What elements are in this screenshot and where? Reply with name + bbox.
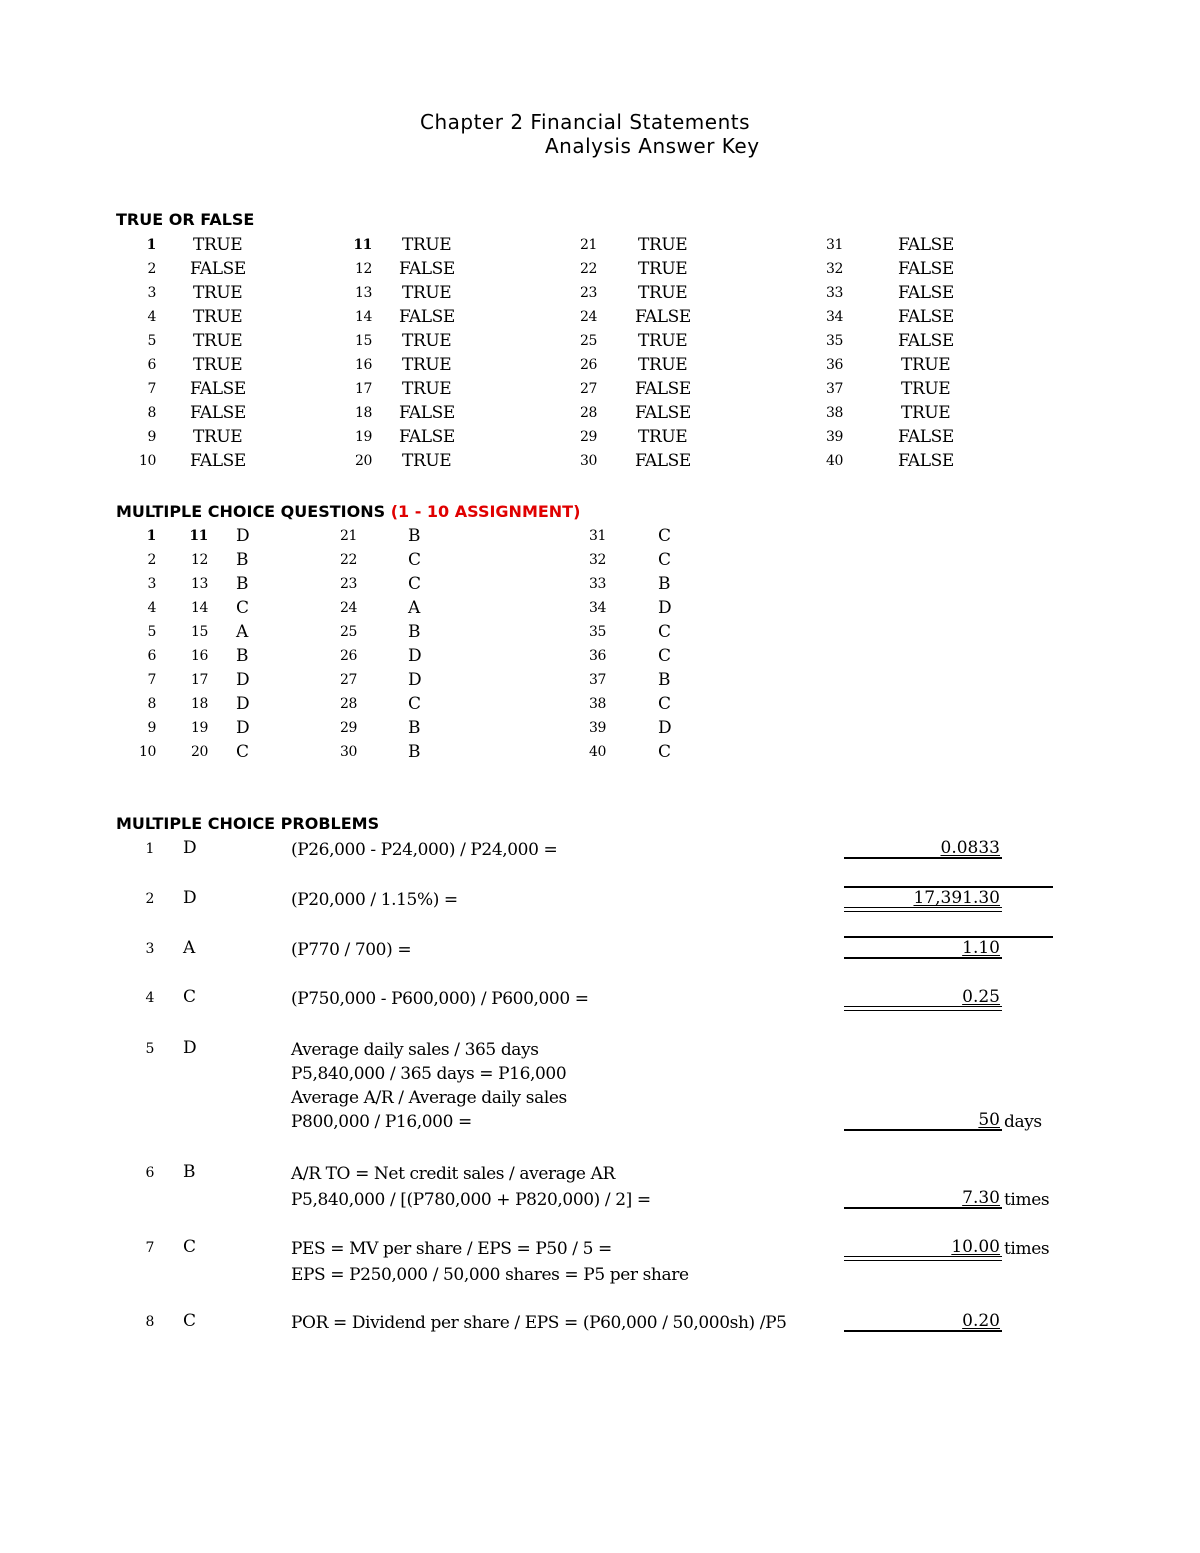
question-number: 7 xyxy=(147,381,156,397)
answer-value: TRUE xyxy=(193,427,243,447)
question-number: 19 xyxy=(190,720,208,736)
question-number: 37 xyxy=(588,672,606,688)
assignment-number: 7 xyxy=(147,672,156,688)
answer-value: TRUE xyxy=(638,259,688,279)
answer-value: FALSE xyxy=(190,403,246,423)
assignment-number: 2 xyxy=(147,552,156,568)
problem-number: 8 xyxy=(145,1314,154,1330)
solution-line: P800,000 / P16,000 = xyxy=(291,1112,472,1132)
answer-value: C xyxy=(658,742,671,762)
answer-value: B xyxy=(408,622,421,642)
question-number: 33 xyxy=(588,576,606,592)
answer-value: D xyxy=(236,526,250,546)
question-number: 10 xyxy=(138,453,156,469)
answer-value: FALSE xyxy=(399,403,455,423)
question-number: 9 xyxy=(147,429,156,445)
question-number: 20 xyxy=(190,744,208,760)
question-number: 6 xyxy=(147,357,156,373)
question-number: 15 xyxy=(190,624,208,640)
question-number: 22 xyxy=(339,552,357,568)
solution-line: P5,840,000 / [(P780,000 + P820,000) / 2] = xyxy=(291,1190,651,1210)
solution-line: POR = Dividend per share / EPS = (P60,000 / 50,000sh) /P5 xyxy=(291,1313,787,1333)
question-number: 17 xyxy=(190,672,208,688)
solution-line: P5,840,000 / 365 days = P16,000 xyxy=(291,1064,567,1084)
answer-unit: days xyxy=(1004,1112,1042,1132)
answer-value: FALSE xyxy=(635,451,691,471)
answer-value: 7.30 xyxy=(962,1188,1000,1208)
answer-value: FALSE xyxy=(399,259,455,279)
answer-value: FALSE xyxy=(399,427,455,447)
question-number: 21 xyxy=(339,528,357,544)
answer-value: D xyxy=(408,646,422,666)
problem-choice: A xyxy=(183,938,195,958)
question-number: 24 xyxy=(579,309,597,325)
question-number: 5 xyxy=(147,333,156,349)
problem-choice: D xyxy=(183,1038,197,1058)
answer-value: FALSE xyxy=(399,307,455,327)
assignment-number: 6 xyxy=(147,648,156,664)
answer-value: TRUE xyxy=(193,331,243,351)
answer-value: 0.0833 xyxy=(940,838,1000,858)
question-number: 28 xyxy=(579,405,597,421)
question-number: 34 xyxy=(588,600,606,616)
rule-divider xyxy=(844,886,1053,888)
answer-value: 0.25 xyxy=(962,987,1000,1007)
answer-value: TRUE xyxy=(193,307,243,327)
answer-value: TRUE xyxy=(402,379,452,399)
question-number: 13 xyxy=(354,285,372,301)
answer-value: C xyxy=(408,574,421,594)
assignment-number: 10 xyxy=(138,744,156,760)
answer-value: TRUE xyxy=(638,331,688,351)
answer-value: B xyxy=(658,670,671,690)
question-number: 36 xyxy=(825,357,843,373)
answer-value: C xyxy=(408,550,421,570)
question-number: 3 xyxy=(147,285,156,301)
answer-value: 0.20 xyxy=(962,1311,1000,1331)
question-number: 29 xyxy=(579,429,597,445)
question-number: 17 xyxy=(354,381,372,397)
question-number: 27 xyxy=(339,672,357,688)
answer-value: TRUE xyxy=(901,379,951,399)
question-number: 40 xyxy=(588,744,606,760)
question-number: 31 xyxy=(588,528,606,544)
question-number: 2 xyxy=(147,261,156,277)
question-number: 32 xyxy=(825,261,843,277)
solution-line: (P26,000 - P24,000) / P24,000 = xyxy=(291,840,558,860)
question-number: 38 xyxy=(588,696,606,712)
problem-number: 4 xyxy=(145,990,154,1006)
problem-number: 5 xyxy=(145,1041,154,1057)
question-number: 13 xyxy=(190,576,208,592)
question-number: 23 xyxy=(579,285,597,301)
true-false-heading: TRUE OR FALSE xyxy=(116,210,255,229)
question-number: 22 xyxy=(579,261,597,277)
problems-heading: MULTIPLE CHOICE PROBLEMS xyxy=(116,814,380,833)
assignment-number: 5 xyxy=(147,624,156,640)
answer-value: C xyxy=(658,550,671,570)
problem-choice: D xyxy=(183,838,197,858)
problem-choice: C xyxy=(183,1311,196,1331)
assignment-number: 1 xyxy=(146,528,156,544)
answer-value: FALSE xyxy=(898,451,954,471)
answer-value: FALSE xyxy=(898,331,954,351)
question-number: 12 xyxy=(190,552,208,568)
solution-line: (P20,000 / 1.15%) = xyxy=(291,890,458,910)
answer-value: D xyxy=(236,718,250,738)
problem-number: 1 xyxy=(145,841,154,857)
question-number: 27 xyxy=(579,381,597,397)
answer-value: B xyxy=(236,574,249,594)
answer-value: TRUE xyxy=(193,235,243,255)
answer-value: D xyxy=(236,694,250,714)
assignment-number: 8 xyxy=(147,696,156,712)
answer-value: FALSE xyxy=(190,259,246,279)
answer-value: B xyxy=(236,646,249,666)
question-number: 1 xyxy=(146,237,156,253)
question-number: 26 xyxy=(579,357,597,373)
answer-value: TRUE xyxy=(402,235,452,255)
answer-value: 10.00 xyxy=(951,1237,1000,1257)
answer-value: FALSE xyxy=(635,379,691,399)
answer-value: FALSE xyxy=(190,451,246,471)
answer-value: C xyxy=(408,694,421,714)
answer-value: FALSE xyxy=(898,283,954,303)
answer-value: TRUE xyxy=(901,403,951,423)
answer-value: TRUE xyxy=(638,427,688,447)
question-number: 18 xyxy=(190,696,208,712)
question-number: 24 xyxy=(339,600,357,616)
solution-line: Average daily sales / 365 days xyxy=(291,1040,539,1060)
answer-value: FALSE xyxy=(635,403,691,423)
question-number: 11 xyxy=(189,528,208,544)
question-number: 16 xyxy=(190,648,208,664)
answer-value: D xyxy=(408,670,422,690)
answer-value: TRUE xyxy=(402,331,452,351)
answer-value: D xyxy=(658,598,672,618)
problem-choice: C xyxy=(183,1237,196,1257)
question-number: 18 xyxy=(354,405,372,421)
answer-value: C xyxy=(658,694,671,714)
problem-choice: D xyxy=(183,888,197,908)
question-number: 26 xyxy=(339,648,357,664)
question-number: 11 xyxy=(353,237,372,253)
page-title-line-2: Analysis Answer Key xyxy=(545,134,760,158)
answer-value: TRUE xyxy=(638,355,688,375)
question-number: 36 xyxy=(588,648,606,664)
question-number: 25 xyxy=(339,624,357,640)
question-number: 30 xyxy=(339,744,357,760)
assignment-number: 3 xyxy=(147,576,156,592)
answer-unit: times xyxy=(1004,1239,1050,1259)
question-number: 16 xyxy=(354,357,372,373)
question-number: 39 xyxy=(588,720,606,736)
solution-line: (P750,000 - P600,000) / P600,000 = xyxy=(291,989,589,1009)
answer-value: C xyxy=(236,598,249,618)
problem-number: 2 xyxy=(145,891,154,907)
question-number: 38 xyxy=(825,405,843,421)
answer-value: 1.10 xyxy=(962,938,1000,958)
solution-line: PES = MV per share / EPS = P50 / 5 = xyxy=(291,1239,612,1259)
problem-choice: C xyxy=(183,987,196,1007)
answer-value: TRUE xyxy=(193,355,243,375)
answer-value: FALSE xyxy=(635,307,691,327)
answer-value: B xyxy=(408,742,421,762)
answer-value: FALSE xyxy=(190,379,246,399)
page-title-line-1: Chapter 2 Financial Statements xyxy=(420,110,750,134)
solution-line: Average A/R / Average daily sales xyxy=(291,1088,567,1108)
problem-choice: B xyxy=(183,1162,196,1182)
answer-value: TRUE xyxy=(638,235,688,255)
answer-value: FALSE xyxy=(898,427,954,447)
problem-number: 7 xyxy=(145,1240,154,1256)
question-number: 32 xyxy=(588,552,606,568)
assignment-number: 4 xyxy=(147,600,156,616)
answer-value: TRUE xyxy=(193,283,243,303)
answer-value: FALSE xyxy=(898,259,954,279)
answer-value: C xyxy=(658,622,671,642)
answer-value: B xyxy=(236,550,249,570)
question-number: 4 xyxy=(147,309,156,325)
rule-divider xyxy=(844,936,1053,938)
question-number: 21 xyxy=(579,237,597,253)
question-number: 34 xyxy=(825,309,843,325)
answer-value: FALSE xyxy=(898,235,954,255)
question-number: 30 xyxy=(579,453,597,469)
question-number: 20 xyxy=(354,453,372,469)
answer-value: FALSE xyxy=(898,307,954,327)
question-number: 37 xyxy=(825,381,843,397)
question-number: 23 xyxy=(339,576,357,592)
assignment-number: 9 xyxy=(147,720,156,736)
answer-value: 17,391.30 xyxy=(913,888,1000,908)
answer-value: 50 xyxy=(978,1110,1000,1130)
answer-value: C xyxy=(236,742,249,762)
question-number: 25 xyxy=(579,333,597,349)
problem-number: 3 xyxy=(145,941,154,957)
problem-number: 6 xyxy=(145,1165,154,1181)
answer-value: B xyxy=(658,574,671,594)
answer-value: B xyxy=(408,718,421,738)
answer-value: TRUE xyxy=(402,355,452,375)
solution-line: A/R TO = Net credit sales / average AR xyxy=(291,1164,615,1184)
answer-value: D xyxy=(236,670,250,690)
answer-value: C xyxy=(658,526,671,546)
mcq-heading xyxy=(116,502,580,521)
question-number: 39 xyxy=(825,429,843,445)
question-number: 12 xyxy=(354,261,372,277)
mcq-heading-text: MULTIPLE CHOICE QUESTIONS xyxy=(116,502,386,521)
answer-value: A xyxy=(408,598,420,618)
question-number: 15 xyxy=(354,333,372,349)
solution-line: (P770 / 700) = xyxy=(291,940,412,960)
answer-value: C xyxy=(658,646,671,666)
answer-value: A xyxy=(236,622,248,642)
question-number: 19 xyxy=(354,429,372,445)
question-number: 40 xyxy=(825,453,843,469)
question-number: 14 xyxy=(354,309,372,325)
mcq-heading-note: (1 - 10 ASSIGNMENT) xyxy=(390,502,581,521)
answer-value: TRUE xyxy=(638,283,688,303)
question-number: 33 xyxy=(825,285,843,301)
question-number: 35 xyxy=(588,624,606,640)
question-number: 31 xyxy=(825,237,843,253)
question-number: 35 xyxy=(825,333,843,349)
answer-value: TRUE xyxy=(901,355,951,375)
question-number: 29 xyxy=(339,720,357,736)
answer-value: TRUE xyxy=(402,283,452,303)
answer-value: D xyxy=(658,718,672,738)
answer-value: B xyxy=(408,526,421,546)
question-number: 28 xyxy=(339,696,357,712)
answer-value: TRUE xyxy=(402,451,452,471)
question-number: 8 xyxy=(147,405,156,421)
question-number: 14 xyxy=(190,600,208,616)
answer-unit: times xyxy=(1004,1190,1050,1210)
solution-line: EPS = P250,000 / 50,000 shares = P5 per share xyxy=(291,1265,689,1285)
